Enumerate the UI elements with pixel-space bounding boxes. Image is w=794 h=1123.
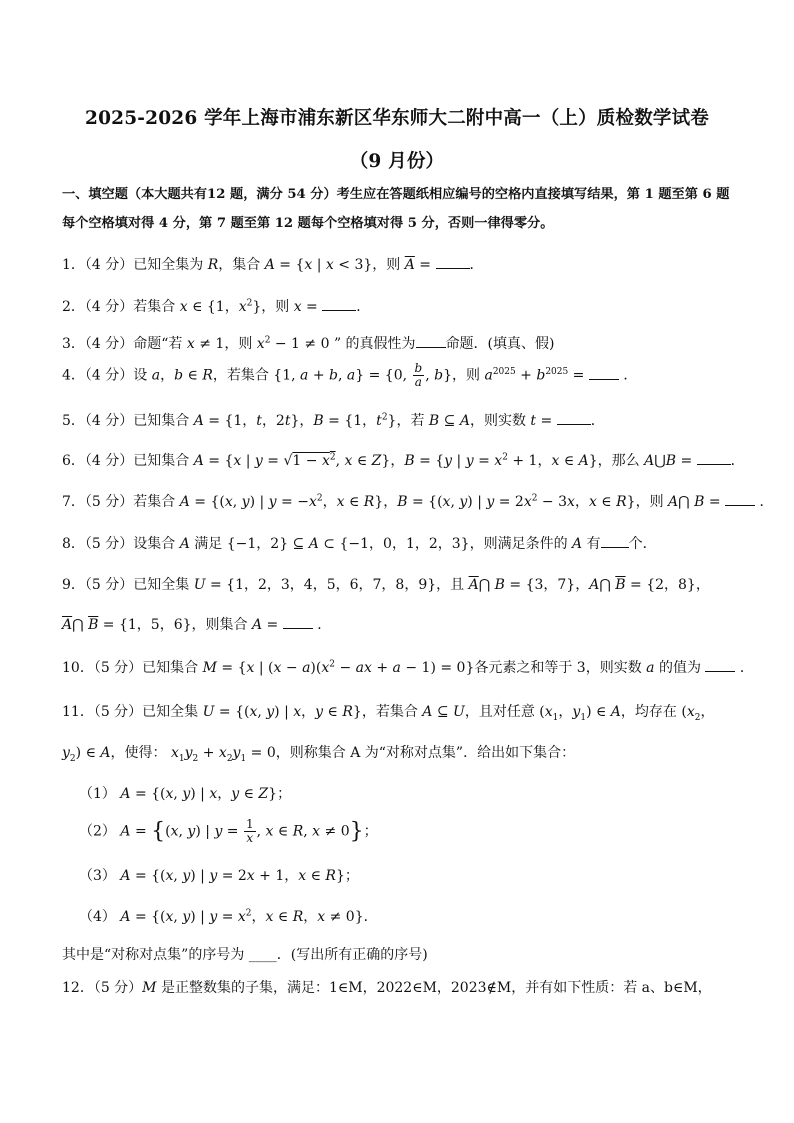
question-9-line2: $\overline{A}⋂$ $\overline{B} = \{1$，5，6}，则集合 A = ． (62, 617, 332, 633)
question-7: 7．（5 分）若集合 A = {(x, y) | $y = -x^2$，x ∈ R}，B = {(x, y) | $y = 2x^2 - 3x$，x ∈ R}，则 A⋂ B = ． (62, 493, 774, 510)
q8-prefix: 8．（5 分）设集合 (62, 536, 176, 552)
question-1: 1．（4 分）已知全集为 R，集合 A = {x | x < 3}，则 $\overline{A}$ = ． (62, 257, 484, 273)
q3-suffix: 命题．(填真、假) (445, 336, 555, 352)
question-10: 10．（5 分）已知集合 M = {x | $(x - a)(x^2$ − ax + a − 1) = 0}各元素之和等于 3，则实数 a 的值为 ． (62, 659, 754, 676)
question-2: 2．（4 分）若集合 x ∈ {1，$x^2$}，则 x = ． (62, 298, 371, 315)
question-12: 12．（5 分）M 是正整数集的子集，满足：1∈M，2022∈M，2023∉M，并有如下性质：若 a、b∈M， (62, 980, 712, 996)
q11-closing: 其中是“对称对点集”的序号为 ____．(写出所有正确的序号) (62, 947, 428, 963)
question-3: 3．（4 分）命题“若 x ≠ 1，则 $x^2 - 1 \ne 0$ ” 的真假性为 命题．(填真、假) (62, 335, 555, 352)
q8-suffix: 个． (628, 536, 657, 552)
q3-prefix: 3．（4 分）命题“若 (62, 336, 183, 352)
question-4: 4．（4 分）设 a，b ∈ R，若集合 {1, a + b, a} = {0, $\frac{b}{a}$ , b}，则 $a^{2025} + b^{2025}$ = ． (62, 361, 638, 389)
section-heading: 一、填空题（本大题共有12 题，满分 54 分）考生应在答题纸相应编号的空格内直接填写结果，第 1 题至第 6 题每个空格填对得 4 分，第 7 题至第 12 题每个空格填对得 5 分，否则一律得零分。 (62, 187, 730, 231)
question-5: 5．（4 分）已知集合 A = {1，t，2t}，B = {1，$t^2$}，若 B ⊆ A，则实数 t = ． (62, 412, 605, 429)
q11-option-1: （1） A = {(x, y) | x，y ∈ Z}； (79, 786, 292, 802)
question-6: 6．（4 分）已知集合 A = {x | $y = √1 - x^2$, x ∈ Z}，B = {y | $y = x^2 + 1$，x ∈ A}，那么 A⋃B = ． (62, 452, 745, 469)
q7-prefix: 7．（5 分）若集合 (62, 494, 176, 510)
q1-prefix: 1．（4 分）已知全集为 (62, 257, 204, 273)
q5-prefix: 5．（4 分）已知集合 (62, 413, 190, 429)
question-11: 11．（5 分）已知全集 U = {(x, y) | x，y ∈ R}，若集合 A ⊆ U，且对任意 ($x_1$，$y_1$) ∈ A，均存在 ($x_2$， (62, 704, 715, 723)
q11-option-3: （3） A = {(x, y) | y = 2x + 1，x ∈ R}； (79, 868, 359, 884)
exam-title: 2025-2026 学年上海市浦东新区华东师大二附中高一（上）质检数学试卷 (85, 108, 709, 129)
q10-suffix: 各元素之和等于 3，则实数 (474, 660, 642, 676)
question-8: 8．（5 分）设集合 A 满足 {−1，2} ⊆ A ⊂ {−1，0，1，2，3}，则满足条件的 A 有 个． (62, 536, 657, 552)
q2-prefix: 2．（4 分）若集合 (62, 299, 176, 315)
q9-prefix: 9．（5 分）已知全集 (62, 577, 190, 593)
question-11-line2: $y_2$) ∈ A，使得： $x_1y_2 + x_2y_1 = 0$，则称集合 A 为“对称对点集”．给出如下集合： (62, 745, 576, 764)
q6-prefix: 6．（4 分）已知集合 (62, 453, 190, 469)
q11-option-2: （2） A = {(x, y) | y = $\frac{1}{x}$ , x ∈ R, x ≠ 0}； (79, 817, 378, 845)
q4-prefix: 4．（4 分）设 (62, 367, 148, 384)
question-9: 9．（5 分）已知全集 U = {1，2，3，4，5，6，7，8，9}，且 $\overline{A}⋂$ B = {3，7}，A⋂ $\overline{B} = \{2$，8}， (62, 577, 710, 593)
q10-prefix: 10．（5 分）已知集合 (62, 660, 199, 676)
q11-intro: ，则称集合 A 为“对称对点集”．给出如下集合： (275, 745, 576, 761)
q11-line2: ，使得： (110, 745, 167, 761)
exam-subtitle: （9 月份） (349, 151, 445, 172)
q11-option-4: （4） A = {(x, y) | $y = x^2$，x ∈ R，x ≠ 0}． (79, 908, 378, 925)
q12-text: 是正整数集的子集，满足：1∈M，2022∈M，2023∉M，并有如下性质：若 a、b∈M， (160, 980, 712, 996)
q11-prefix: 11．（5 分）已知全集 (62, 704, 199, 720)
q12-prefix: 12．（5 分） (62, 980, 143, 996)
